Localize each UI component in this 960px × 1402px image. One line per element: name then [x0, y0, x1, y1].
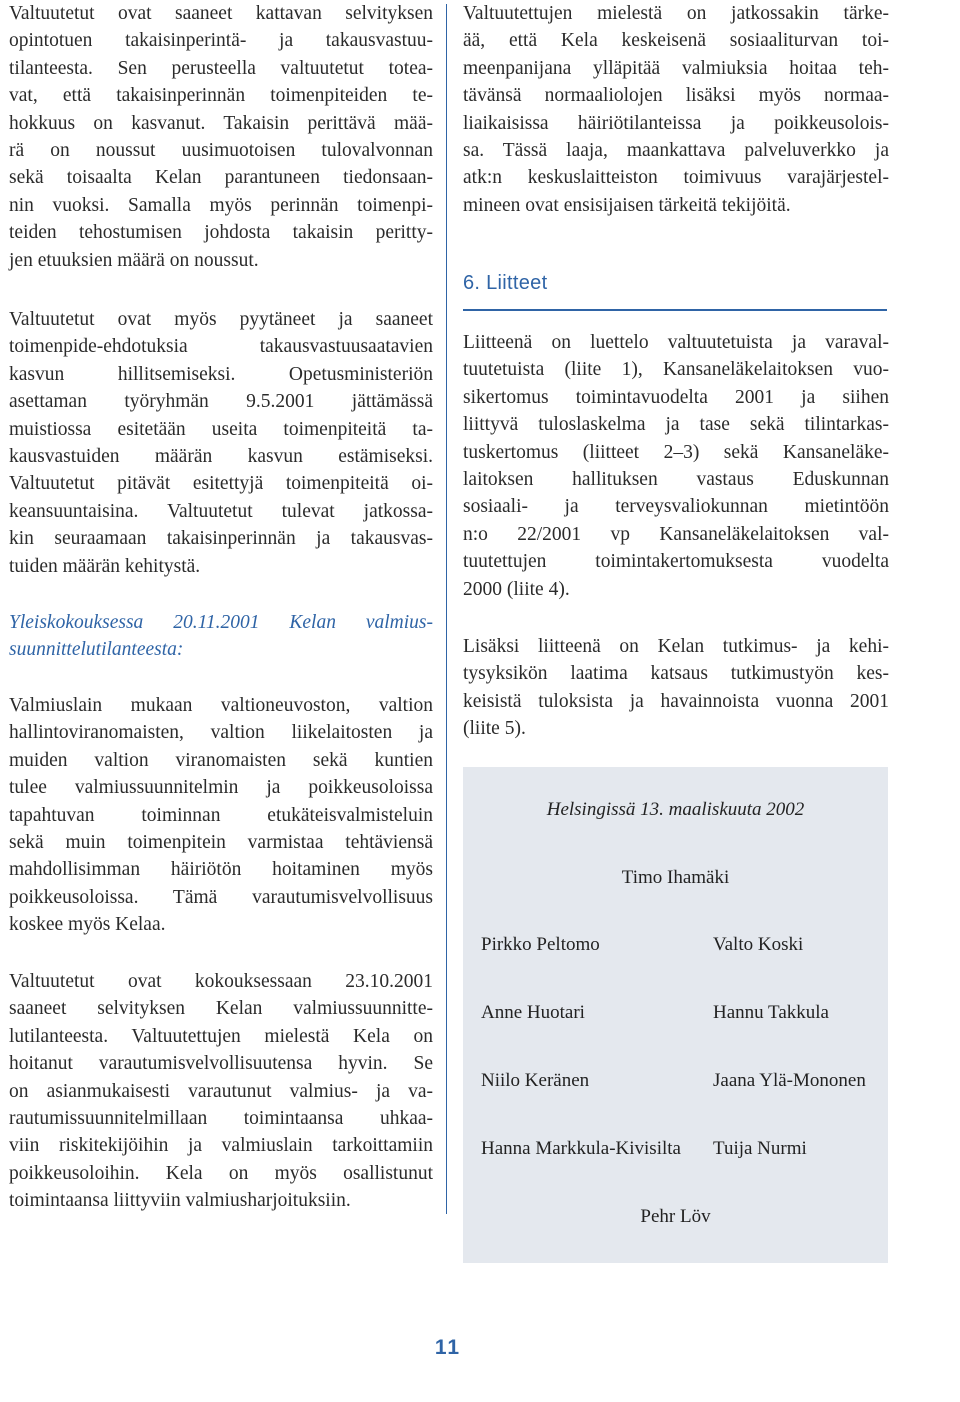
- text-line: sa. Tässä laaja, maankattava palveluverkko ja: [463, 139, 889, 161]
- text-line: lutilanteesta. Valtuutettujen mielestä Kela on: [9, 1025, 433, 1047]
- text-line: nin vuoksi. Samalla myös perinnän toimenpi-: [9, 194, 433, 216]
- signature-chair: Timo Ihamäki: [621, 867, 730, 888]
- text-line: 2000 (liite 4).: [463, 578, 570, 600]
- signature-name: Valto Koski: [713, 934, 804, 955]
- signature-name: Anne Huotari: [481, 1002, 585, 1023]
- paragraph-takaisinperinta: [9, 0, 433, 274]
- text-line: kasvun hillitsemiseksi. Opetusministeriön: [9, 363, 433, 385]
- text-line: saaneet selvityksen Kelan valmiussuunnitte-: [9, 998, 433, 1020]
- signature-name: Jaana Ylä-Mononen: [713, 1070, 866, 1091]
- text-line: on asianmukaisesti varautunut valmius- ja va-: [9, 1080, 433, 1102]
- text-line: tapahtuvan toiminnan etukäteisvalmisteluin: [9, 804, 433, 826]
- text-line: n:o 22/2001 vp Kansaneläkelaitoksen val-: [463, 523, 889, 545]
- text-line: keisistä tuloksista ja havainnoista vuonna 2001: [463, 690, 889, 712]
- signature-name: Hannu Takkula: [713, 1002, 829, 1023]
- text-line: Valtuutetut pitävät esitettyjä toimenpiteitä oi-: [9, 473, 433, 495]
- text-line: Yleiskokouksessa 20.11.2001 Kelan valmius-: [9, 612, 433, 633]
- text-line: mahdollisimman häiriötön hoitaminen myös: [9, 859, 433, 881]
- text-line: atk:n keskuslaitteiston toimivuus varajärjestel-: [463, 167, 889, 189]
- paragraph-varautuminen: [9, 968, 433, 1215]
- paragraph-tutkimus: [463, 633, 889, 743]
- text-line: vat, että takaisinperinnän toimenpiteiden te-: [9, 85, 433, 107]
- text-line: liaikaisissa häiriötilanteissa ja poikkeusolois-: [463, 112, 889, 134]
- text-line: hokkuus on kasvanut. Takaisin perittävä mää-: [9, 112, 433, 134]
- text-line: Liitteenä on luettelo valtuutetuista ja varaval-: [463, 332, 889, 353]
- text-line: laitoksen hallituksen vastaus Eduskunnan: [463, 468, 889, 490]
- signature-name: Tuija Nurmi: [713, 1138, 807, 1159]
- text-line: tuiden määrän kehitystä.: [9, 555, 201, 577]
- text-line: hallintoviranomaisten, valtion liikelaitosten ja: [9, 722, 433, 744]
- section-heading-rule: [463, 309, 887, 311]
- text-line: ää, että Kela keskeisenä sosiaaliturvan toi-: [463, 30, 889, 52]
- signature-name: Hanna Markkula-Kivisilta: [481, 1138, 681, 1159]
- text-line: sosiaali- ja terveysvaliokunnan mietintöön: [463, 496, 889, 518]
- text-line: poikkeusoloissa. Tämä varautumisvelvollisuus: [9, 886, 433, 908]
- text-line: poikkeusoloihin. Kela on myös osallistunut: [9, 1162, 433, 1184]
- text-line: teiden tehostumisen johdosta takaisin peritty-: [9, 222, 433, 244]
- page-number: 11: [434, 1336, 462, 1359]
- text-line: rä on noussut uusimuotoisen tulovalvonnan: [9, 139, 433, 161]
- signature-name: Niilo Keränen: [481, 1070, 590, 1091]
- text-line: tilanteesta. Sen perusteella valtuutetut totea-: [9, 57, 433, 79]
- text-line: sekä toisaalta Kelan parantuneen tiedonsaan-: [9, 167, 433, 189]
- text-line: toimintaansa liittyviin valmiusharjoituksiin.: [9, 1190, 351, 1212]
- signature-place-date: Helsingissä 13. maaliskuuta 2002: [546, 799, 805, 820]
- text-line: muiden valtion viranomaisten sekä kuntien: [9, 749, 433, 771]
- paragraph-liitteet: [463, 329, 889, 603]
- text-line: viin riskitekijöihin ja valmiuslain tarkoittamiin: [9, 1135, 433, 1157]
- text-line: toimenpide-ehdotuksia takausvastuusaatavien: [9, 336, 433, 358]
- signature-last: Pehr Löv: [640, 1206, 711, 1227]
- text-line: kausvastuiden määrän kasvun estämiseksi.: [9, 445, 433, 467]
- text-line: tuskertomus (liitteet 2–3) sekä Kansaneläke-: [463, 441, 889, 463]
- text-line: Valmiuslain mukaan valtioneuvoston, valtion: [9, 695, 433, 716]
- text-line: tävänsä normaaliolojen lisäksi myös normaa-: [463, 85, 889, 107]
- paragraph-jatkossa: [463, 0, 889, 219]
- text-line: Valtuutettujen mielestä on jatkossakin tärke-: [463, 3, 889, 24]
- text-line: tulee valmiussuunnitelmin ja poikkeusoloissa: [9, 777, 433, 799]
- text-line: hoitanut varautumisvelvollisuutensa hyvin. Se: [9, 1053, 433, 1075]
- paragraph-valmiuslaki: [9, 692, 433, 939]
- column-divider: [446, 4, 447, 1214]
- paragraph-takausvastuu: [9, 306, 433, 580]
- text-line: sekä muin toimenpitein varmistaa tehtäviensä: [9, 831, 433, 853]
- text-line: keansuuntaisina. Valtuutetut tulevat jatkossa-: [9, 500, 433, 522]
- text-line: asettaman työryhmän 9.5.2001 jättämässä: [9, 391, 433, 413]
- text-line: mineen ovat ensisijaisen tärkeitä tekijöitä.: [463, 194, 791, 216]
- text-line: tuutetuista (liite 1), Kansaneläkelaitoksen vuo-: [463, 359, 889, 381]
- text-line: koskee myös Kelaa.: [9, 914, 166, 936]
- text-line: opintotuen takaisinperintä- ja takausvastuu-: [9, 30, 433, 52]
- text-line: meenpanijana ylläpitää valmiuksia hoitaa teh-: [463, 57, 889, 79]
- text-line: Valtuutetut ovat myös pyytäneet ja saaneet: [9, 309, 433, 330]
- text-line: kin seuraamaan takaisinperinnän ja takausvas-: [9, 528, 433, 550]
- text-line: liittyvä tuloslaskelma ja tase sekä tilintarkas-: [463, 414, 889, 436]
- text-line: tysyksikön laatima katsaus tutkimustyön kes-: [463, 663, 889, 685]
- text-line: muistiossa esitetään useita toimenpiteitä ta-: [9, 418, 433, 440]
- text-line: Valtuutetut ovat kokouksessaan 23.10.2001: [9, 971, 433, 992]
- text-line: sikertomus toimintavuodelta 2001 ja siihen: [463, 386, 889, 408]
- text-line: Valtuutetut ovat saaneet kattavan selvityksen: [9, 3, 433, 24]
- text-line: (liite 5).: [463, 718, 526, 740]
- section-heading-liitteet: 6. Liitteet: [463, 272, 548, 294]
- signature-box: [463, 767, 888, 1263]
- text-line: tuutettujen toimintakertomuksesta vuodelta: [463, 551, 889, 573]
- text-line: suunnittelutilanteesta:: [9, 639, 184, 661]
- subheading-valmiussuunnittelu: [9, 609, 433, 664]
- signature-name: Pirkko Peltomo: [481, 934, 600, 955]
- text-line: Lisäksi liitteenä on Kelan tutkimus- ja kehi-: [463, 636, 889, 657]
- text-line: rautumissuunnitelmillaan toimintaansa uhkaa-: [9, 1107, 433, 1129]
- text-line: jen etuuksien määrä on noussut.: [9, 249, 259, 271]
